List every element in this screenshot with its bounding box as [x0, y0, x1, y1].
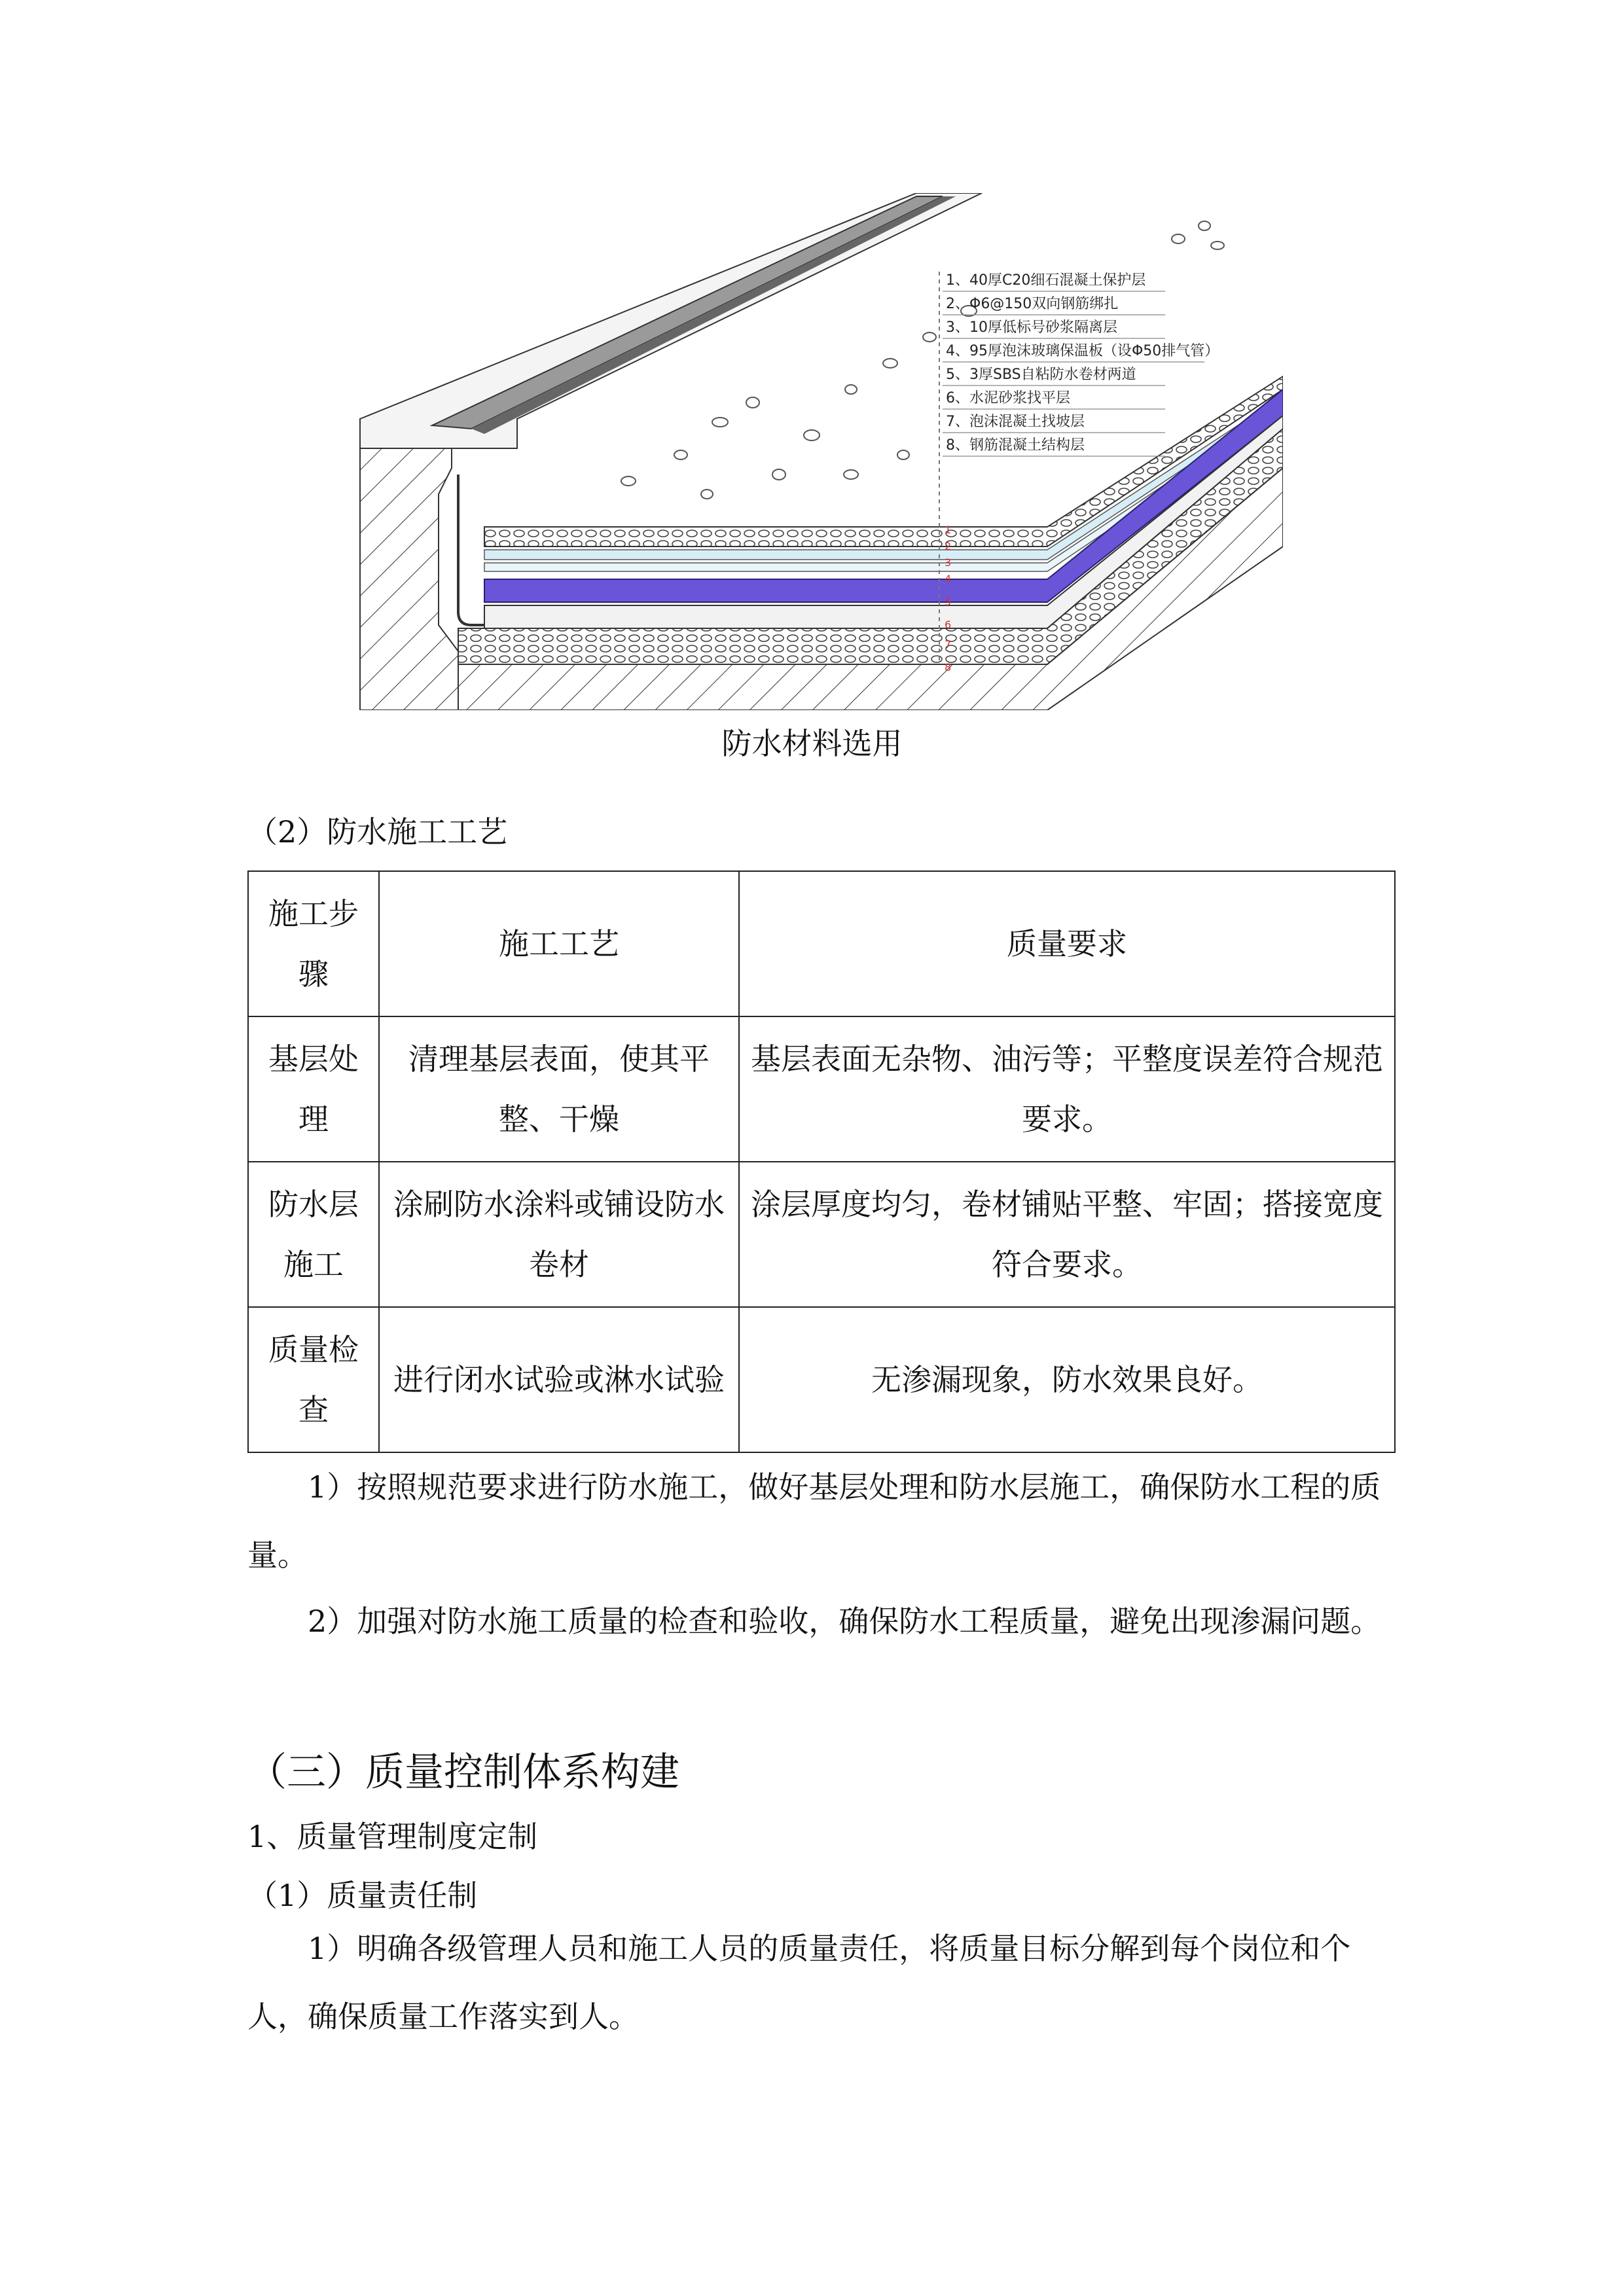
layer-number: 4: [945, 573, 952, 585]
table-cell: 清理基层表面，使其平整、干燥: [379, 1016, 739, 1162]
legend-item: 3、10厚低标号砂浆隔离层: [946, 319, 1117, 336]
header-cell: 质量要求: [739, 871, 1395, 1016]
table-header-row: [248, 871, 1395, 1016]
legend: [946, 272, 1219, 454]
layer-number: 3: [945, 556, 952, 569]
section-title: （三）质量控制体系构建: [247, 1749, 679, 1795]
layer-number: 8: [945, 661, 952, 673]
header-cell: 施工步骤: [248, 871, 379, 1016]
table-row: [248, 1016, 1395, 1162]
table-cell: 涂刷防水涂料或铺设防水卷材: [379, 1162, 739, 1307]
waterproof-diagram: [353, 193, 1283, 710]
subsubsection-title: （1）质量责任制: [247, 1878, 478, 1913]
table-row: [248, 1307, 1395, 1452]
legend-item: 6、水泥砂浆找平层: [946, 390, 1070, 406]
table-cell: 质量检查: [248, 1307, 379, 1452]
table-row: [248, 1162, 1395, 1307]
legend-item: 2、Φ6@150双向钢筋绑扎: [946, 296, 1119, 312]
legend-item: 1、40厚C20细石混凝土保护层: [946, 272, 1146, 289]
paragraph: 1）按照规范要求进行防水施工，做好基层处理和防水层施工，确保防水工程的质量。: [247, 1469, 1381, 1573]
figure-caption: 防水材料选用: [721, 726, 903, 761]
table-cell: 基层表面无杂物、油污等；平整度误差符合规范要求。: [739, 1016, 1395, 1162]
legend-item: 7、泡沫混凝土找坡层: [946, 414, 1085, 430]
layer-number: 5: [945, 596, 952, 608]
legend-item: 4、95厚泡沫玻璃保温板（设Φ50排气管）: [946, 343, 1219, 359]
table-cell: 涂层厚度均匀，卷材铺贴平整、牢固；搭接宽度符合要求。: [739, 1162, 1395, 1307]
table-cell: 无渗漏现象，防水效果良好。: [739, 1307, 1395, 1452]
table-cell: 进行闭水试验或淋水试验: [379, 1307, 739, 1452]
layer-number: 1: [945, 524, 952, 536]
paragraph: 2）加强对防水施工质量的检查和验收，确保防水工程质量，避免出现渗漏问题。: [308, 1604, 1381, 1639]
table-cell: 防水层施工: [248, 1162, 379, 1307]
section-heading-craft: （2）防水施工工艺: [247, 814, 508, 850]
legend-item: 8、钢筋混凝土结构层: [946, 437, 1085, 454]
paragraph: 1）明确各级管理人员和施工人员的质量责任，将质量目标分解到每个岗位和个人，确保质量工作落实到人。: [247, 1931, 1351, 2034]
parapet-wall: [360, 442, 458, 710]
table-cell: 基层处理: [248, 1016, 379, 1162]
layer-number: 7: [945, 638, 952, 651]
construction-table: [247, 870, 1396, 1453]
layer-number: 6: [945, 619, 952, 631]
subsection-title: 1、质量管理制度定制: [247, 1819, 538, 1854]
legend-item: 5、3厚SBS自粘防水卷材两道: [946, 367, 1136, 383]
layer-number: 2: [945, 540, 952, 552]
header-cell: 施工工艺: [379, 871, 739, 1016]
